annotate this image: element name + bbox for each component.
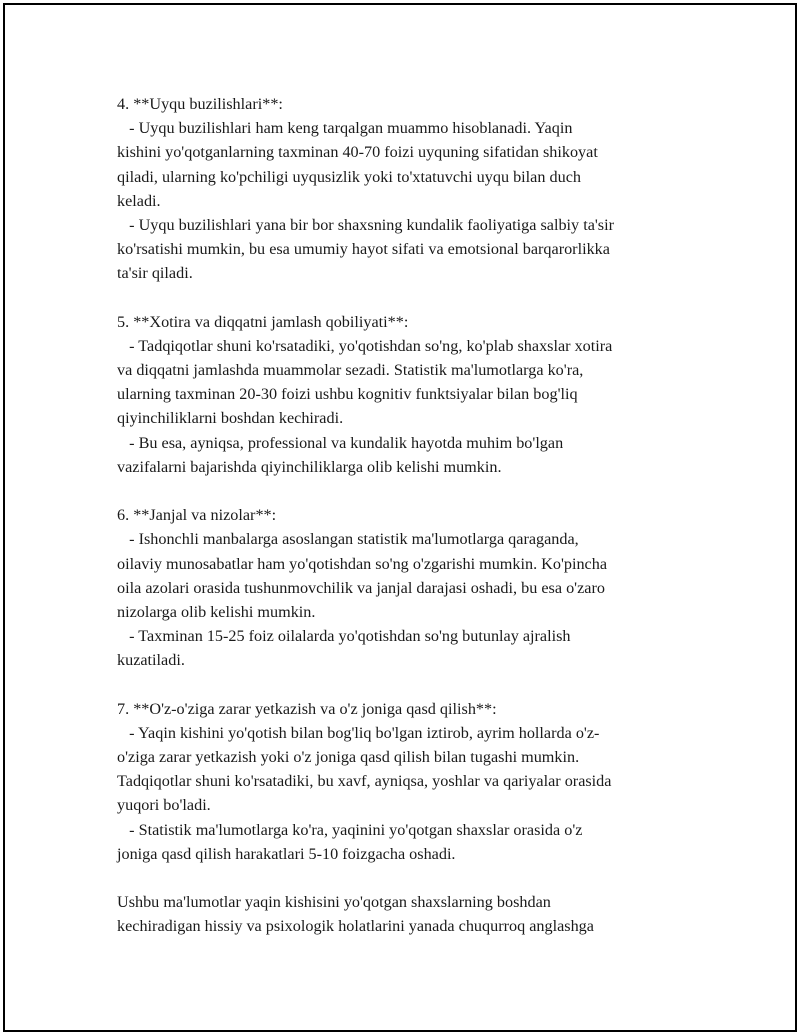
text-line: 6. **Janjal va nizolar**:	[117, 506, 277, 525]
text-line: qiyinchiliklarni boshdan kechiradi.	[117, 409, 344, 428]
text-line: oila azolari orasida tushunmovchilik va janjal darajasi oshadi, bu esa o'zaro	[117, 578, 605, 597]
text-line: joniga qasd qilish harakatlari 5-10 foizgacha oshadi.	[117, 844, 456, 863]
text-line: oilaviy munosabatlar ham yo'qotishdan so'ng o'zgarishi mumkin. Ko'pincha	[117, 554, 608, 573]
text-line: - Yaqin kishini yo'qotish bilan bog'liq bo'lgan iztirob, ayrim hollarda o'z-	[117, 723, 600, 742]
text-line: - Taxminan 15-25 foiz oilalarda yo'qotishdan so'ng butunlay ajralish	[117, 627, 571, 646]
text-line: nizolarga olib kelishi mumkin.	[117, 602, 316, 621]
text-line: - Tadqiqotlar shuni ko'rsatadiki, yo'qotishdan so'ng, ko'plab shaxslar xotira	[117, 336, 613, 355]
text-line: - Uyqu buzilishlari yana bir bor shaxsning kundalik faoliyatiga salbiy ta'sir	[117, 215, 614, 234]
text-line: ularning taxminan 20-30 foizi ushbu kognitiv funktsiyalar bilan bog'liq	[117, 385, 578, 404]
text-line: - Uyqu buzilishlari ham keng tarqalgan muammo hisoblanadi. Yaqin	[117, 119, 573, 138]
text-line: - Ishonchli manbalarga asoslangan statistik ma'lumotlarga qaraganda,	[117, 530, 579, 549]
text-line: ko'rsatishi mumkin, bu esa umumiy hayot sifati va emotsional barqarorlikka	[117, 240, 610, 259]
document-body	[117, 92, 687, 939]
text-line: Ushbu ma'lumotlar yaqin kishisini yo'qotgan shaxslarning boshdan	[117, 893, 551, 912]
blank-line	[117, 479, 687, 503]
text-line: - Statistik ma'lumotlarga ko'ra, yaqinini yo'qotgan shaxslar orasida o'z	[117, 820, 583, 839]
blank-line	[117, 286, 687, 310]
blank-line	[117, 866, 687, 890]
text-line: kishini yo'qotganlarning taxminan 40-70 foizi uyquning sifatidan shikoyat	[117, 143, 598, 162]
text-line: - Bu esa, ayniqsa, professional va kundalik hayotda muhim bo'lgan	[117, 433, 564, 452]
text-line: qiladi, ularning ko'pchiligi uyqusizlik yoki to'xtatuvchi uyqu bilan duch	[117, 167, 581, 186]
text-line: 4. **Uyqu buzilishlari**:	[117, 95, 283, 113]
text-line: 7. **O'z-o'ziga zarar yetkazish va o'z joniga qasd qilish**:	[117, 699, 497, 718]
text-line: va diqqatni jamlashda muammolar sezadi. Statistik ma'lumotlarga ko'ra,	[117, 361, 584, 380]
text-line: vazifalarni bajarishda qiyinchiliklarga olib kelishi mumkin.	[117, 457, 502, 476]
text-line: keladi.	[117, 191, 161, 210]
text-line: o'ziga zarar yetkazish yoki o'z joniga qasd qilish bilan tugashi mumkin.	[117, 748, 580, 767]
text-line: kechiradigan hissiy va psixologik holatlarini yanada chuqurroq anglashga	[117, 917, 594, 936]
text-line: Tadqiqotlar shuni ko'rsatadiki, bu xavf, ayniqsa, yoshlar va qariyalar orasida	[117, 772, 612, 791]
text-line: yuqori bo'ladi.	[117, 796, 211, 815]
text-line: ta'sir qiladi.	[117, 264, 193, 283]
blank-line	[117, 673, 687, 697]
text-line: kuzatiladi.	[117, 651, 185, 670]
text-line: 5. **Xotira va diqqatni jamlash qobiliyati**:	[117, 312, 409, 331]
